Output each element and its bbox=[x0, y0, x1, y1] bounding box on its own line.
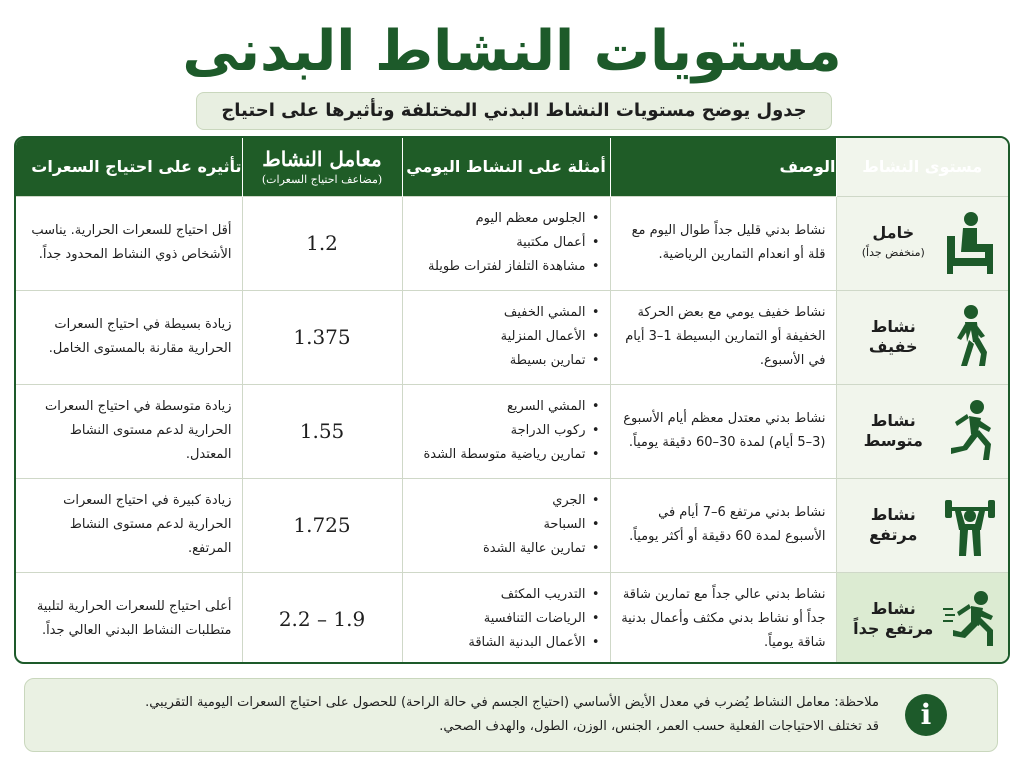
level-cell bbox=[836, 478, 1008, 572]
info-icon: i bbox=[905, 694, 947, 736]
level-subname: (منخفض جداً) bbox=[861, 246, 925, 259]
effect-cell: أعلى احتياج للسعرات الحرارية لتلبية متطلبات النشاط البدني العالي جداً. bbox=[16, 572, 242, 664]
header-factor-sublabel: (مضاعف احتياج السعرات) bbox=[261, 173, 383, 187]
description-cell: نشاط بدني معتدل معظم أيام الأسبوع (3–5 أيام) لمدة 30–60 دقيقة يومياً. bbox=[610, 384, 836, 478]
header-examples: أمثلة على النشاط اليومي bbox=[402, 138, 610, 196]
example-item: • الأعمال البدنية الشاقة bbox=[413, 631, 600, 655]
header-level: مستوى النشاط bbox=[836, 138, 1008, 196]
header-description: الوصف bbox=[610, 138, 836, 196]
example-item: • المشي السريع bbox=[413, 395, 600, 419]
note-text bbox=[79, 691, 879, 739]
description-cell: نشاط بدني عالي جداً مع تمارين شاقة جداً أو نشاط بدني مكثف وأعمال بدنية شاقة يومياً. bbox=[610, 572, 836, 664]
factor-cell: 1.9 – 2.2 bbox=[242, 572, 402, 664]
example-item: • الجري bbox=[413, 489, 600, 513]
table-row bbox=[16, 572, 1008, 664]
table-row bbox=[16, 290, 1008, 384]
description-cell: نشاط بدني مرتفع 6–7 أيام في الأسبوع لمدة 60 دقيقة أو أكثر يومياً. bbox=[610, 478, 836, 572]
example-item: • مشاهدة التلفاز لفترات طويلة bbox=[413, 255, 600, 279]
examples-cell bbox=[402, 196, 610, 290]
level-cell bbox=[836, 384, 1008, 478]
weightlifter-icon bbox=[942, 491, 998, 559]
examples-cell bbox=[402, 384, 610, 478]
example-item: • الجلوس معظم اليوم bbox=[413, 207, 600, 231]
level-cell bbox=[836, 196, 1008, 290]
note-line: قد تختلف الاحتياجات الفعلية حسب العمر، الجنس، الوزن، الطول، والهدف الصحي. bbox=[439, 719, 879, 734]
example-item: • الرياضات التنافسية bbox=[413, 607, 600, 631]
example-item: • تمارين بسيطة bbox=[413, 349, 600, 373]
example-item: • تمارين عالية الشدة bbox=[413, 537, 600, 561]
note-box bbox=[24, 678, 998, 752]
walking-person-icon bbox=[942, 303, 998, 371]
level-name: نشاط مرتفع bbox=[869, 505, 918, 544]
description-cell: نشاط خفيف يومي مع بعض الحركة الخفيفة أو التمارين البسيطة 1–3 أيام في الأسبوع. bbox=[610, 290, 836, 384]
factor-cell: 1.55 bbox=[242, 384, 402, 478]
example-item: • السباحة bbox=[413, 513, 600, 537]
table-header-row bbox=[16, 138, 1008, 196]
header-effect: تأثيره على احتياج السعرات bbox=[16, 138, 242, 196]
effect-cell: أقل احتياج للسعرات الحرارية. يناسب الأشخاص ذوي النشاط المحدود جداً. bbox=[16, 196, 242, 290]
factor-cell: 1.375 bbox=[242, 290, 402, 384]
level-name: نشاط متوسط bbox=[863, 411, 923, 450]
table-row bbox=[16, 196, 1008, 290]
examples-cell bbox=[402, 572, 610, 664]
header-factor-label: معامل النشاط bbox=[262, 147, 382, 172]
note-line: ملاحظة: معامل النشاط يُضرب في معدل الأيض الأساسي (احتياج الجسم في حالة الراحة) للحصول على احتياج السعرات اليومية التقريبي. bbox=[145, 695, 879, 710]
effect-cell: زيادة متوسطة في احتياج السعرات الحرارية لدعم مستوى النشاط المعتدل. bbox=[16, 384, 242, 478]
header-factor bbox=[242, 138, 402, 196]
page-subtitle: جدول يوضح مستويات النشاط البدني المختلفة وتأثيرها على احتياج bbox=[196, 92, 832, 130]
description-cell: نشاط بدني قليل جداً طوال اليوم مع قلة أو انعدام التمارين الرياضية. bbox=[610, 196, 836, 290]
effect-cell: زيادة بسيطة في احتياج السعرات الحرارية مقارنة بالمستوى الخامل. bbox=[16, 290, 242, 384]
example-item: • أعمال مكتبية bbox=[413, 231, 600, 255]
level-name: نشاط خفيف bbox=[868, 317, 918, 356]
level-name: خامل bbox=[872, 223, 915, 242]
sprinting-person-icon bbox=[942, 585, 998, 653]
examples-cell bbox=[402, 478, 610, 572]
example-item: • تمارين رياضية متوسطة الشدة bbox=[413, 443, 600, 467]
table-row bbox=[16, 478, 1008, 572]
running-person-icon bbox=[942, 397, 998, 465]
factor-cell: 1.2 bbox=[242, 196, 402, 290]
example-item: • التدريب المكثف bbox=[413, 583, 600, 607]
effect-cell: زيادة كبيرة في احتياج السعرات الحرارية لدعم مستوى النشاط المرتفع. bbox=[16, 478, 242, 572]
level-cell bbox=[836, 290, 1008, 384]
page-title: مستويات النشاط البدنى bbox=[182, 19, 842, 84]
example-item: • المشي الخفيف bbox=[413, 301, 600, 325]
table-row bbox=[16, 384, 1008, 478]
level-name: نشاط مرتفع جداً bbox=[853, 599, 934, 639]
examples-cell bbox=[402, 290, 610, 384]
level-cell bbox=[836, 572, 1008, 664]
seated-person-icon bbox=[942, 209, 998, 277]
example-item: • ركوب الدراجة bbox=[413, 419, 600, 443]
factor-cell: 1.725 bbox=[242, 478, 402, 572]
example-item: • الأعمال المنزلية bbox=[413, 325, 600, 349]
activity-levels-table bbox=[14, 136, 1010, 664]
